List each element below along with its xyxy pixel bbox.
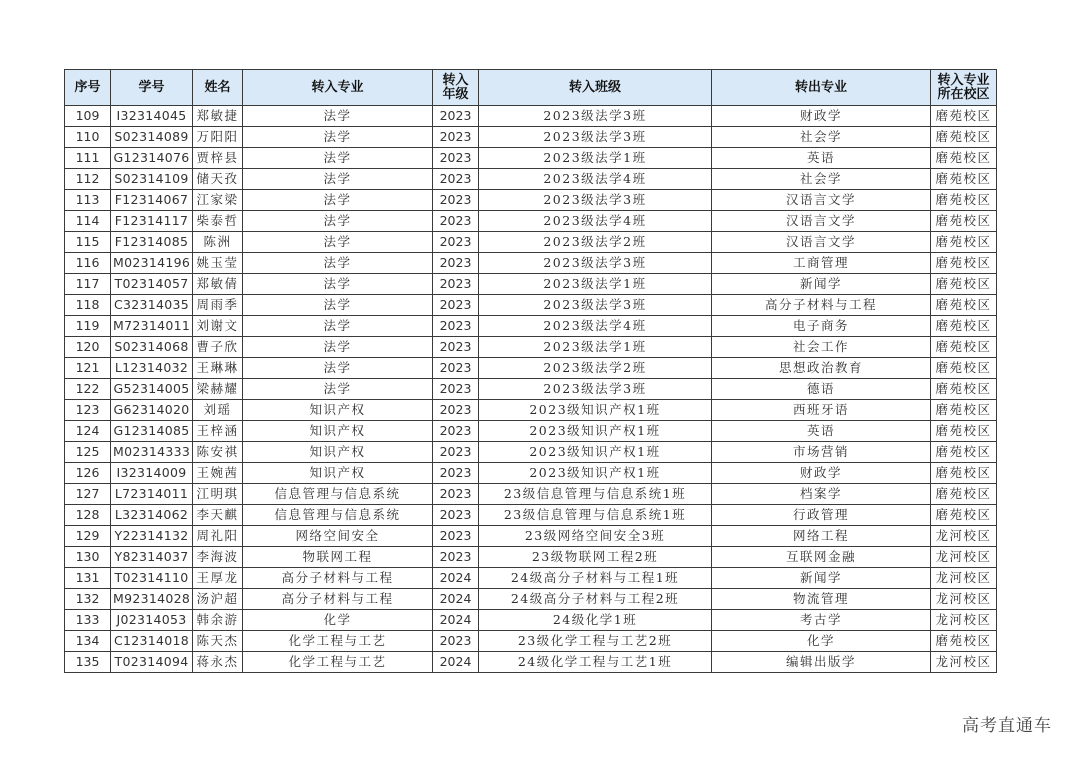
- cell-student-id: M02314196: [111, 253, 193, 274]
- cell-campus: 磨苑校区: [931, 232, 997, 253]
- cell-student-id: L32314062: [111, 505, 193, 526]
- cell-from-major: 档案学: [712, 484, 931, 505]
- table-row: [65, 316, 997, 337]
- cell-to-grade: 2023: [433, 106, 479, 127]
- table-row: [65, 421, 997, 442]
- cell-to-grade: 2024: [433, 589, 479, 610]
- cell-to-class: 2023级法学3班: [479, 127, 712, 148]
- cell-student-id: F12314117: [111, 211, 193, 232]
- cell-to-major: 法学: [243, 358, 433, 379]
- cell-to-grade: 2023: [433, 148, 479, 169]
- cell-student-id: C12314018: [111, 631, 193, 652]
- table-row: [65, 106, 997, 127]
- cell-to-major: 物联网工程: [243, 547, 433, 568]
- cell-from-major: 物流管理: [712, 589, 931, 610]
- table-row: [65, 211, 997, 232]
- cell-to-major: 法学: [243, 148, 433, 169]
- table-row: [65, 232, 997, 253]
- cell-name: 周礼阳: [193, 526, 243, 547]
- cell-to-major: 化学: [243, 610, 433, 631]
- cell-campus: 磨苑校区: [931, 106, 997, 127]
- cell-seq: 116: [65, 253, 111, 274]
- cell-name: 韩余游: [193, 610, 243, 631]
- cell-seq: 117: [65, 274, 111, 295]
- cell-from-major: 财政学: [712, 463, 931, 484]
- cell-to-major: 知识产权: [243, 421, 433, 442]
- cell-to-class: 24级高分子材料与工程1班: [479, 568, 712, 589]
- cell-campus: 磨苑校区: [931, 253, 997, 274]
- cell-to-major: 法学: [243, 274, 433, 295]
- cell-to-major: 知识产权: [243, 400, 433, 421]
- cell-student-id: G12314076: [111, 148, 193, 169]
- cell-to-grade: 2023: [433, 190, 479, 211]
- cell-name: 曹子欣: [193, 337, 243, 358]
- cell-to-class: 2023级知识产权1班: [479, 421, 712, 442]
- cell-student-id: Y82314037: [111, 547, 193, 568]
- cell-student-id: T02314110: [111, 568, 193, 589]
- cell-student-id: S02314089: [111, 127, 193, 148]
- cell-from-major: 汉语言文学: [712, 211, 931, 232]
- table-row: [65, 400, 997, 421]
- cell-to-class: 2023级法学3班: [479, 106, 712, 127]
- cell-student-id: M72314011: [111, 316, 193, 337]
- cell-campus: 磨苑校区: [931, 484, 997, 505]
- cell-to-grade: 2023: [433, 337, 479, 358]
- cell-from-major: 英语: [712, 421, 931, 442]
- cell-student-id: G52314005: [111, 379, 193, 400]
- table-row: [65, 631, 997, 652]
- cell-seq: 113: [65, 190, 111, 211]
- cell-seq: 130: [65, 547, 111, 568]
- cell-campus: 磨苑校区: [931, 505, 997, 526]
- cell-to-grade: 2023: [433, 253, 479, 274]
- cell-name: 陈天杰: [193, 631, 243, 652]
- cell-to-grade: 2023: [433, 442, 479, 463]
- cell-campus: 磨苑校区: [931, 421, 997, 442]
- cell-name: 蒋永杰: [193, 652, 243, 673]
- table-row: [65, 505, 997, 526]
- cell-from-major: 西班牙语: [712, 400, 931, 421]
- cell-to-major: 法学: [243, 169, 433, 190]
- cell-to-grade: 2023: [433, 169, 479, 190]
- cell-campus: 龙河校区: [931, 568, 997, 589]
- table-row: [65, 295, 997, 316]
- cell-campus: 磨苑校区: [931, 211, 997, 232]
- cell-to-grade: 2024: [433, 568, 479, 589]
- cell-to-class: 2023级法学4班: [479, 316, 712, 337]
- cell-to-grade: 2023: [433, 421, 479, 442]
- cell-student-id: T02314094: [111, 652, 193, 673]
- cell-to-major: 高分子材料与工程: [243, 589, 433, 610]
- cell-to-class: 2023级法学1班: [479, 337, 712, 358]
- cell-from-major: 工商管理: [712, 253, 931, 274]
- cell-name: 江明琪: [193, 484, 243, 505]
- cell-seq: 125: [65, 442, 111, 463]
- cell-name: 陈洲: [193, 232, 243, 253]
- cell-from-major: 社会学: [712, 169, 931, 190]
- cell-name: 李海波: [193, 547, 243, 568]
- cell-to-class: 2023级法学1班: [479, 274, 712, 295]
- cell-to-class: 2023级法学4班: [479, 211, 712, 232]
- cell-to-major: 法学: [243, 337, 433, 358]
- cell-name: 汤沪超: [193, 589, 243, 610]
- cell-name: 柴泰哲: [193, 211, 243, 232]
- cell-student-id: S02314068: [111, 337, 193, 358]
- cell-to-class: 2023级知识产权1班: [479, 400, 712, 421]
- header-to-class: 转入班级: [479, 70, 712, 106]
- cell-campus: 磨苑校区: [931, 463, 997, 484]
- cell-campus: 磨苑校区: [931, 148, 997, 169]
- cell-student-id: J02314053: [111, 610, 193, 631]
- cell-name: 贾梓县: [193, 148, 243, 169]
- cell-student-id: M02314333: [111, 442, 193, 463]
- cell-to-grade: 2023: [433, 484, 479, 505]
- cell-to-major: 法学: [243, 316, 433, 337]
- cell-from-major: 网络工程: [712, 526, 931, 547]
- cell-to-major: 法学: [243, 190, 433, 211]
- table-row: [65, 568, 997, 589]
- cell-campus: 磨苑校区: [931, 379, 997, 400]
- cell-to-major: 网络空间安全: [243, 526, 433, 547]
- header-to-grade-line2: 年级: [442, 86, 469, 102]
- cell-student-id: C32314035: [111, 295, 193, 316]
- cell-to-major: 化学工程与工艺: [243, 652, 433, 673]
- cell-name: 李天麒: [193, 505, 243, 526]
- cell-to-class: 24级化学工程与工艺1班: [479, 652, 712, 673]
- cell-name: 姚玉莹: [193, 253, 243, 274]
- cell-to-grade: 2023: [433, 547, 479, 568]
- table-row: [65, 526, 997, 547]
- cell-from-major: 考古学: [712, 610, 931, 631]
- header-student-id: 学号: [111, 70, 193, 106]
- cell-from-major: 财政学: [712, 106, 931, 127]
- cell-to-major: 高分子材料与工程: [243, 568, 433, 589]
- cell-name: 刘谢文: [193, 316, 243, 337]
- cell-name: 王厚龙: [193, 568, 243, 589]
- cell-to-class: 24级化学1班: [479, 610, 712, 631]
- cell-to-class: 23级物联网工程2班: [479, 547, 712, 568]
- cell-from-major: 汉语言文学: [712, 232, 931, 253]
- table-row: [65, 169, 997, 190]
- cell-to-grade: 2023: [433, 400, 479, 421]
- cell-student-id: T02314057: [111, 274, 193, 295]
- cell-from-major: 新闻学: [712, 568, 931, 589]
- cell-seq: 112: [65, 169, 111, 190]
- cell-seq: 126: [65, 463, 111, 484]
- cell-name: 郑敏倩: [193, 274, 243, 295]
- cell-to-major: 化学工程与工艺: [243, 631, 433, 652]
- cell-seq: 122: [65, 379, 111, 400]
- table-row: [65, 274, 997, 295]
- cell-to-class: 2023级法学3班: [479, 190, 712, 211]
- cell-to-class: 2023级法学3班: [479, 379, 712, 400]
- cell-to-grade: 2023: [433, 505, 479, 526]
- cell-name: 郑敏捷: [193, 106, 243, 127]
- cell-to-grade: 2023: [433, 316, 479, 337]
- table-row: [65, 463, 997, 484]
- cell-campus: 磨苑校区: [931, 169, 997, 190]
- cell-campus: 磨苑校区: [931, 337, 997, 358]
- cell-to-major: 知识产权: [243, 442, 433, 463]
- table-row: [65, 442, 997, 463]
- cell-campus: 磨苑校区: [931, 358, 997, 379]
- transfer-table: [64, 69, 997, 673]
- cell-to-grade: 2023: [433, 379, 479, 400]
- cell-seq: 111: [65, 148, 111, 169]
- cell-seq: 121: [65, 358, 111, 379]
- cell-from-major: 社会学: [712, 127, 931, 148]
- cell-name: 周雨季: [193, 295, 243, 316]
- cell-to-major: 法学: [243, 232, 433, 253]
- cell-name: 王琳琳: [193, 358, 243, 379]
- header-campus-line1: 转入专业: [937, 72, 990, 88]
- table-row: [65, 190, 997, 211]
- cell-name: 储天孜: [193, 169, 243, 190]
- cell-to-major: 法学: [243, 211, 433, 232]
- cell-to-major: 信息管理与信息系统: [243, 505, 433, 526]
- cell-to-class: 24级高分子材料与工程2班: [479, 589, 712, 610]
- cell-to-class: 2023级法学2班: [479, 232, 712, 253]
- cell-campus: 磨苑校区: [931, 631, 997, 652]
- table-row: [65, 337, 997, 358]
- table-header-row: [65, 70, 997, 106]
- header-from-major: 转出专业: [712, 70, 931, 106]
- cell-from-major: 市场营销: [712, 442, 931, 463]
- cell-to-grade: 2024: [433, 652, 479, 673]
- cell-from-major: 互联网金融: [712, 547, 931, 568]
- cell-from-major: 社会工作: [712, 337, 931, 358]
- cell-to-major: 法学: [243, 295, 433, 316]
- cell-student-id: Y22314132: [111, 526, 193, 547]
- cell-to-major: 法学: [243, 127, 433, 148]
- cell-name: 王婉茜: [193, 463, 243, 484]
- cell-student-id: L72314011: [111, 484, 193, 505]
- cell-seq: 131: [65, 568, 111, 589]
- cell-student-id: I32314045: [111, 106, 193, 127]
- cell-to-grade: 2023: [433, 211, 479, 232]
- transfer-table-sheet: [64, 69, 997, 673]
- cell-student-id: S02314109: [111, 169, 193, 190]
- cell-to-grade: 2023: [433, 295, 479, 316]
- cell-to-class: 2023级法学2班: [479, 358, 712, 379]
- cell-campus: 龙河校区: [931, 526, 997, 547]
- cell-to-class: 2023级法学3班: [479, 253, 712, 274]
- cell-student-id: F12314085: [111, 232, 193, 253]
- table-row: [65, 127, 997, 148]
- cell-to-grade: 2023: [433, 526, 479, 547]
- header-to-grade: [433, 70, 479, 106]
- cell-campus: 磨苑校区: [931, 316, 997, 337]
- cell-campus: 磨苑校区: [931, 190, 997, 211]
- cell-to-class: 2023级法学4班: [479, 169, 712, 190]
- cell-to-major: 法学: [243, 106, 433, 127]
- header-seq: 序号: [65, 70, 111, 106]
- header-to-major: 转入专业: [243, 70, 433, 106]
- cell-name: 梁赫耀: [193, 379, 243, 400]
- cell-student-id: F12314067: [111, 190, 193, 211]
- cell-seq: 123: [65, 400, 111, 421]
- cell-to-major: 法学: [243, 379, 433, 400]
- cell-student-id: G12314085: [111, 421, 193, 442]
- cell-campus: 龙河校区: [931, 547, 997, 568]
- cell-to-grade: 2023: [433, 358, 479, 379]
- cell-name: 陈安祺: [193, 442, 243, 463]
- cell-to-grade: 2023: [433, 127, 479, 148]
- cell-student-id: L12314032: [111, 358, 193, 379]
- cell-student-id: I32314009: [111, 463, 193, 484]
- cell-student-id: G62314020: [111, 400, 193, 421]
- cell-campus: 磨苑校区: [931, 295, 997, 316]
- cell-seq: 118: [65, 295, 111, 316]
- header-name: 姓名: [193, 70, 243, 106]
- cell-to-grade: 2023: [433, 274, 479, 295]
- cell-seq: 114: [65, 211, 111, 232]
- cell-from-major: 编辑出版学: [712, 652, 931, 673]
- cell-to-class: 2023级知识产权1班: [479, 463, 712, 484]
- cell-to-class: 23级化学工程与工艺2班: [479, 631, 712, 652]
- table-row: [65, 547, 997, 568]
- cell-campus: 磨苑校区: [931, 274, 997, 295]
- cell-to-grade: 2023: [433, 463, 479, 484]
- cell-from-major: 化学: [712, 631, 931, 652]
- cell-seq: 132: [65, 589, 111, 610]
- cell-name: 万阳阳: [193, 127, 243, 148]
- cell-from-major: 新闻学: [712, 274, 931, 295]
- cell-seq: 110: [65, 127, 111, 148]
- cell-campus: 龙河校区: [931, 610, 997, 631]
- cell-seq: 109: [65, 106, 111, 127]
- cell-seq: 127: [65, 484, 111, 505]
- cell-name: 王梓涵: [193, 421, 243, 442]
- cell-seq: 124: [65, 421, 111, 442]
- cell-campus: 磨苑校区: [931, 127, 997, 148]
- table-row: [65, 379, 997, 400]
- cell-student-id: M92314028: [111, 589, 193, 610]
- cell-to-grade: 2023: [433, 631, 479, 652]
- cell-to-major: 信息管理与信息系统: [243, 484, 433, 505]
- table-row: [65, 253, 997, 274]
- cell-to-major: 法学: [243, 253, 433, 274]
- cell-to-class: 2023级法学3班: [479, 295, 712, 316]
- cell-from-major: 电子商务: [712, 316, 931, 337]
- cell-seq: 129: [65, 526, 111, 547]
- cell-to-major: 知识产权: [243, 463, 433, 484]
- table-row: [65, 589, 997, 610]
- cell-from-major: 英语: [712, 148, 931, 169]
- cell-to-grade: 2023: [433, 232, 479, 253]
- header-to-grade-line1: 转入: [442, 72, 469, 88]
- watermark-text: 高考直通车: [962, 716, 1052, 736]
- table-row: [65, 652, 997, 673]
- cell-seq: 133: [65, 610, 111, 631]
- cell-campus: 磨苑校区: [931, 400, 997, 421]
- cell-from-major: 汉语言文学: [712, 190, 931, 211]
- header-campus-line2: 所在校区: [937, 86, 990, 102]
- cell-campus: 龙河校区: [931, 589, 997, 610]
- cell-from-major: 高分子材料与工程: [712, 295, 931, 316]
- cell-to-class: 2023级知识产权1班: [479, 442, 712, 463]
- cell-from-major: 德语: [712, 379, 931, 400]
- cell-name: 江家梁: [193, 190, 243, 211]
- table-body: [65, 106, 997, 673]
- cell-seq: 135: [65, 652, 111, 673]
- cell-to-class: 23级信息管理与信息系统1班: [479, 505, 712, 526]
- cell-seq: 119: [65, 316, 111, 337]
- cell-seq: 120: [65, 337, 111, 358]
- cell-seq: 134: [65, 631, 111, 652]
- cell-to-class: 2023级法学1班: [479, 148, 712, 169]
- cell-from-major: 思想政治教育: [712, 358, 931, 379]
- table-row: [65, 484, 997, 505]
- cell-to-class: 23级网络空间安全3班: [479, 526, 712, 547]
- cell-name: 刘瑶: [193, 400, 243, 421]
- cell-from-major: 行政管理: [712, 505, 931, 526]
- table-row: [65, 148, 997, 169]
- cell-to-class: 23级信息管理与信息系统1班: [479, 484, 712, 505]
- table-row: [65, 610, 997, 631]
- cell-campus: 龙河校区: [931, 652, 997, 673]
- header-campus: [931, 70, 997, 106]
- cell-seq: 128: [65, 505, 111, 526]
- cell-campus: 磨苑校区: [931, 442, 997, 463]
- cell-seq: 115: [65, 232, 111, 253]
- cell-to-grade: 2024: [433, 610, 479, 631]
- table-row: [65, 358, 997, 379]
